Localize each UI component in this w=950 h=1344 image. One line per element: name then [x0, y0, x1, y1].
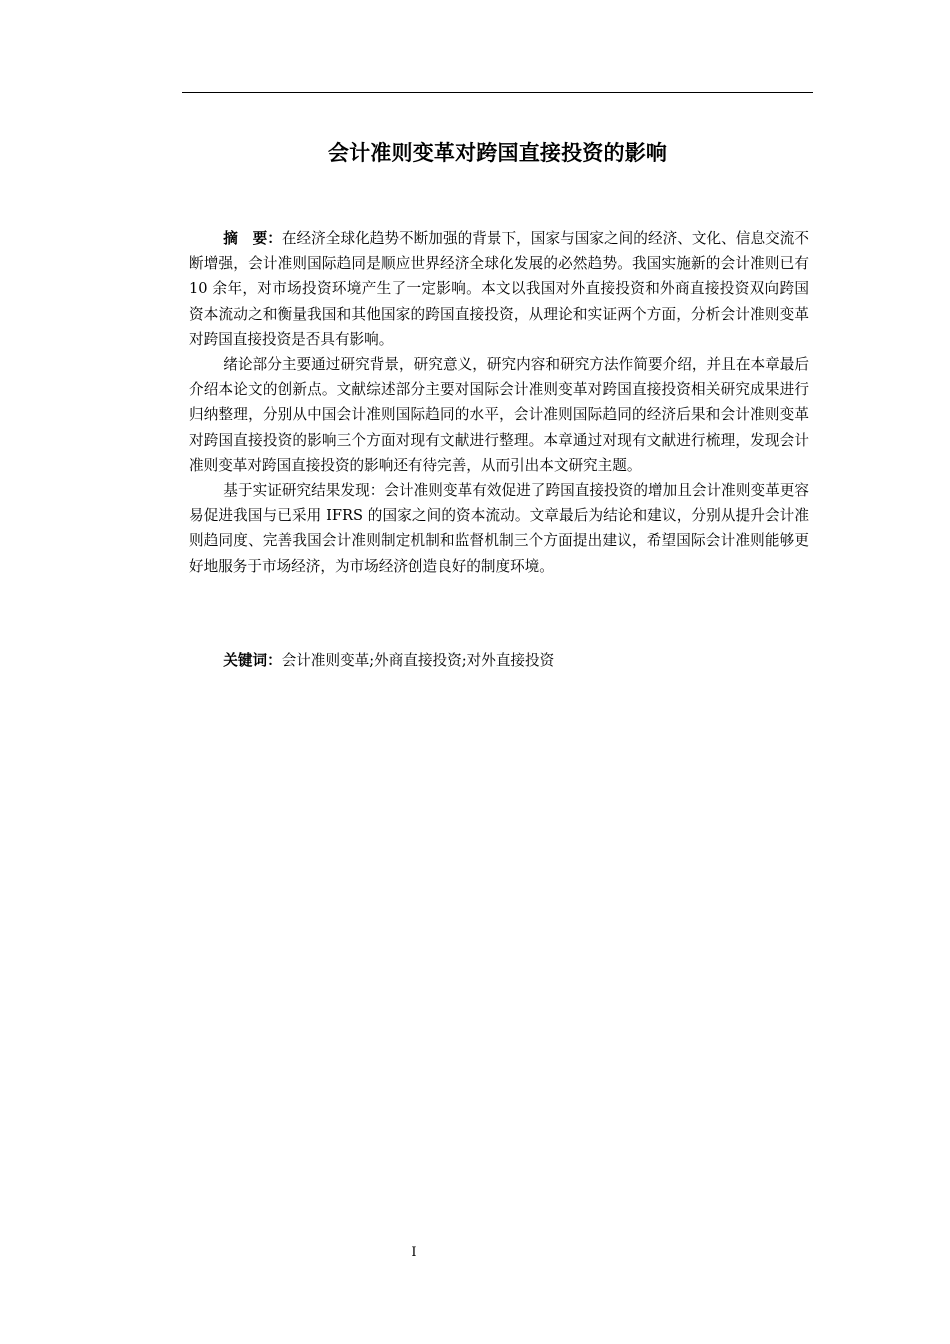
page-number: I [411, 1245, 417, 1260]
abstract-section [189, 226, 809, 579]
abstract-label: 摘 要： [223, 230, 282, 247]
abstract-paragraph-3: 基于实证研究结果发现：会计准则变革有效促进了跨国直接投资的增加且会计准则变革更容易促进我国与已采用 IFRS 的国家之间的资本流动。文章最后为结论和建议，分别从提升会计准则趋同度、完善我国会计准则制定机制和监督机制三个方面提出建议，希望国际会计准则能够更好地服务于市场经济，为市场经济创造良好的制度环境。 [189, 482, 809, 575]
keywords-label: 关键词： [223, 652, 282, 669]
abstract-paragraph-1 [189, 226, 809, 352]
document-title: 会计准则变革对跨国直接投资的影响 [327, 141, 668, 165]
keywords-text: 会计准则变革;外商直接投资;对外直接投资 [281, 652, 555, 669]
abstract-paragraph-2: 绪论部分主要通过研究背景，研究意义，研究内容和研究方法作简要介绍，并且在本章最后介绍本论文的创新点。文献综述部分主要对国际会计准则变革对跨国直接投资相关研究成果进行归纳整理，分别从中国会计准则国际趋同的水平，会计准则国际趋同的经济后果和会计准则变革对跨国直接投资的影响三个方面对现有文献进行整理。本章通过对现有文献进行梳理，发现会计准则变革对跨国直接投资的影响还有待完善，从而引出本文研究主题。 [189, 356, 809, 474]
keywords-line [189, 648, 809, 673]
header-rule [182, 92, 813, 93]
abstract-paragraph-1-text: 在经济全球化趋势不断加强的背景下，国家与国家之间的经济、文化、信息交流不断增强，会计准则国际趋同是顺应世界经济全球化发展的必然趋势。我国实施新的会计准则已有 10 余年，对市场投资环境产生了一定影响。本文以我国对外直接投资和外商直接投资双向跨国资本流动之和衡量我国和其他国家的跨国直接投资，从理论和实证两个方面，分析会计准则变革对跨国直接投资是否具有影响。 [189, 230, 809, 348]
